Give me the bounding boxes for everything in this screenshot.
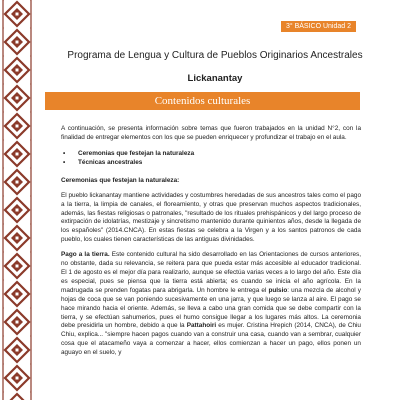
section-title-banner: Contenidos culturales bbox=[45, 92, 360, 110]
grade-unit-badge: 3° BÁSICO Unidad 2 bbox=[281, 21, 356, 32]
paragraph-pago-tierra bbox=[61, 251, 361, 358]
content-body bbox=[61, 125, 361, 364]
intro-paragraph: A continuación, se presenta información sobre temas que fueron trabajados en la unidad N°2, con la finalidad de entregar elementos con los que se pueden enriquecer y profundizar el trabajo en el aula. bbox=[61, 125, 361, 141]
program-title: Programa de Lengua y Cultura de Pueblos Originarios Ancestrales bbox=[67, 50, 363, 61]
section-subheading: Ceremonias que festejan la naturaleza: bbox=[61, 176, 180, 184]
paragraph-text: Este contenido cultural ha sido desarrollado en las Orientaciones de cursos anteriores, no obstante, dada su relevancia, se reitera para que pueda estar más accesible al educador tradicional. El 1 de agosto es el mejor día para realizarlo, aunque se efectúa varias veces a lo largo del año. Este día es especial, pues se piensa que la tierra está abierta; es cuando se inicia el año agrícola. En la madrugada se prenden fogatas para abrigarla. Un hombre le entrega el bbox=[61, 251, 361, 294]
paragraph-ceremonies: El pueblo lickanantay mantiene actividades y costumbres heredadas de sus ancestros tales como el pago a la tierra, la limpia de canales, el floreamiento, y otras que preservan muchos aspectos tradicionales, además, las fiestas religiosas o patronales, "resultado de los rituales prehispánicos y del largo proceso de extirpación de idolatrías, mestizaje y sincretismo mantenido durante quinientos años, desde la llegada de los españoles" (2014.CNCA). En estas fiestas se celebra a la Virgen y a los santos patronos de cada pueblo, los cuales tienen características de las antiguas divinidades. bbox=[61, 191, 361, 244]
term-pattahoiri: Pattahoiri bbox=[186, 322, 217, 330]
diamond-pattern-icon bbox=[0, 0, 34, 400]
term-pulsio: pulsio bbox=[268, 286, 288, 294]
topic-item: • Ceremonias que festejan la naturaleza bbox=[61, 149, 361, 158]
paragraph-text: : una mezcla de alcohol y hojas de coca que se van poniendo sucesivamente en una jarra, y que luego se lanza al aire. El pago se hace mirando hacia el oriente. Además, se lleva a cabo una gran comida que se debe compartir con la tierra, y se efectúan sahumerios, pues el humo consigue llegar a los lugares más altos. La ceremonia debe presidirla un hombre, debido a que la bbox=[61, 286, 361, 330]
culture-name: Lickanantay bbox=[187, 73, 243, 84]
topics-list bbox=[61, 149, 361, 167]
topic-item: • Técnicas ancestrales bbox=[61, 158, 361, 167]
paragraph-lead: Pago a la tierra. bbox=[61, 251, 110, 259]
paragraph-text: es mujer. Cristina Hrepich (2014, CNCA), de Chiu Chiu, explica... "siempre hacen pagos cuando van a construir una casa, cuando van a sembrar, cualquier cosa que el atacameño vaya a comenzar a hacer, ellos comienzan a hacer un pago, ellos ponen un aguayo en el suelo, y bbox=[61, 322, 361, 357]
decorative-border bbox=[0, 0, 34, 400]
